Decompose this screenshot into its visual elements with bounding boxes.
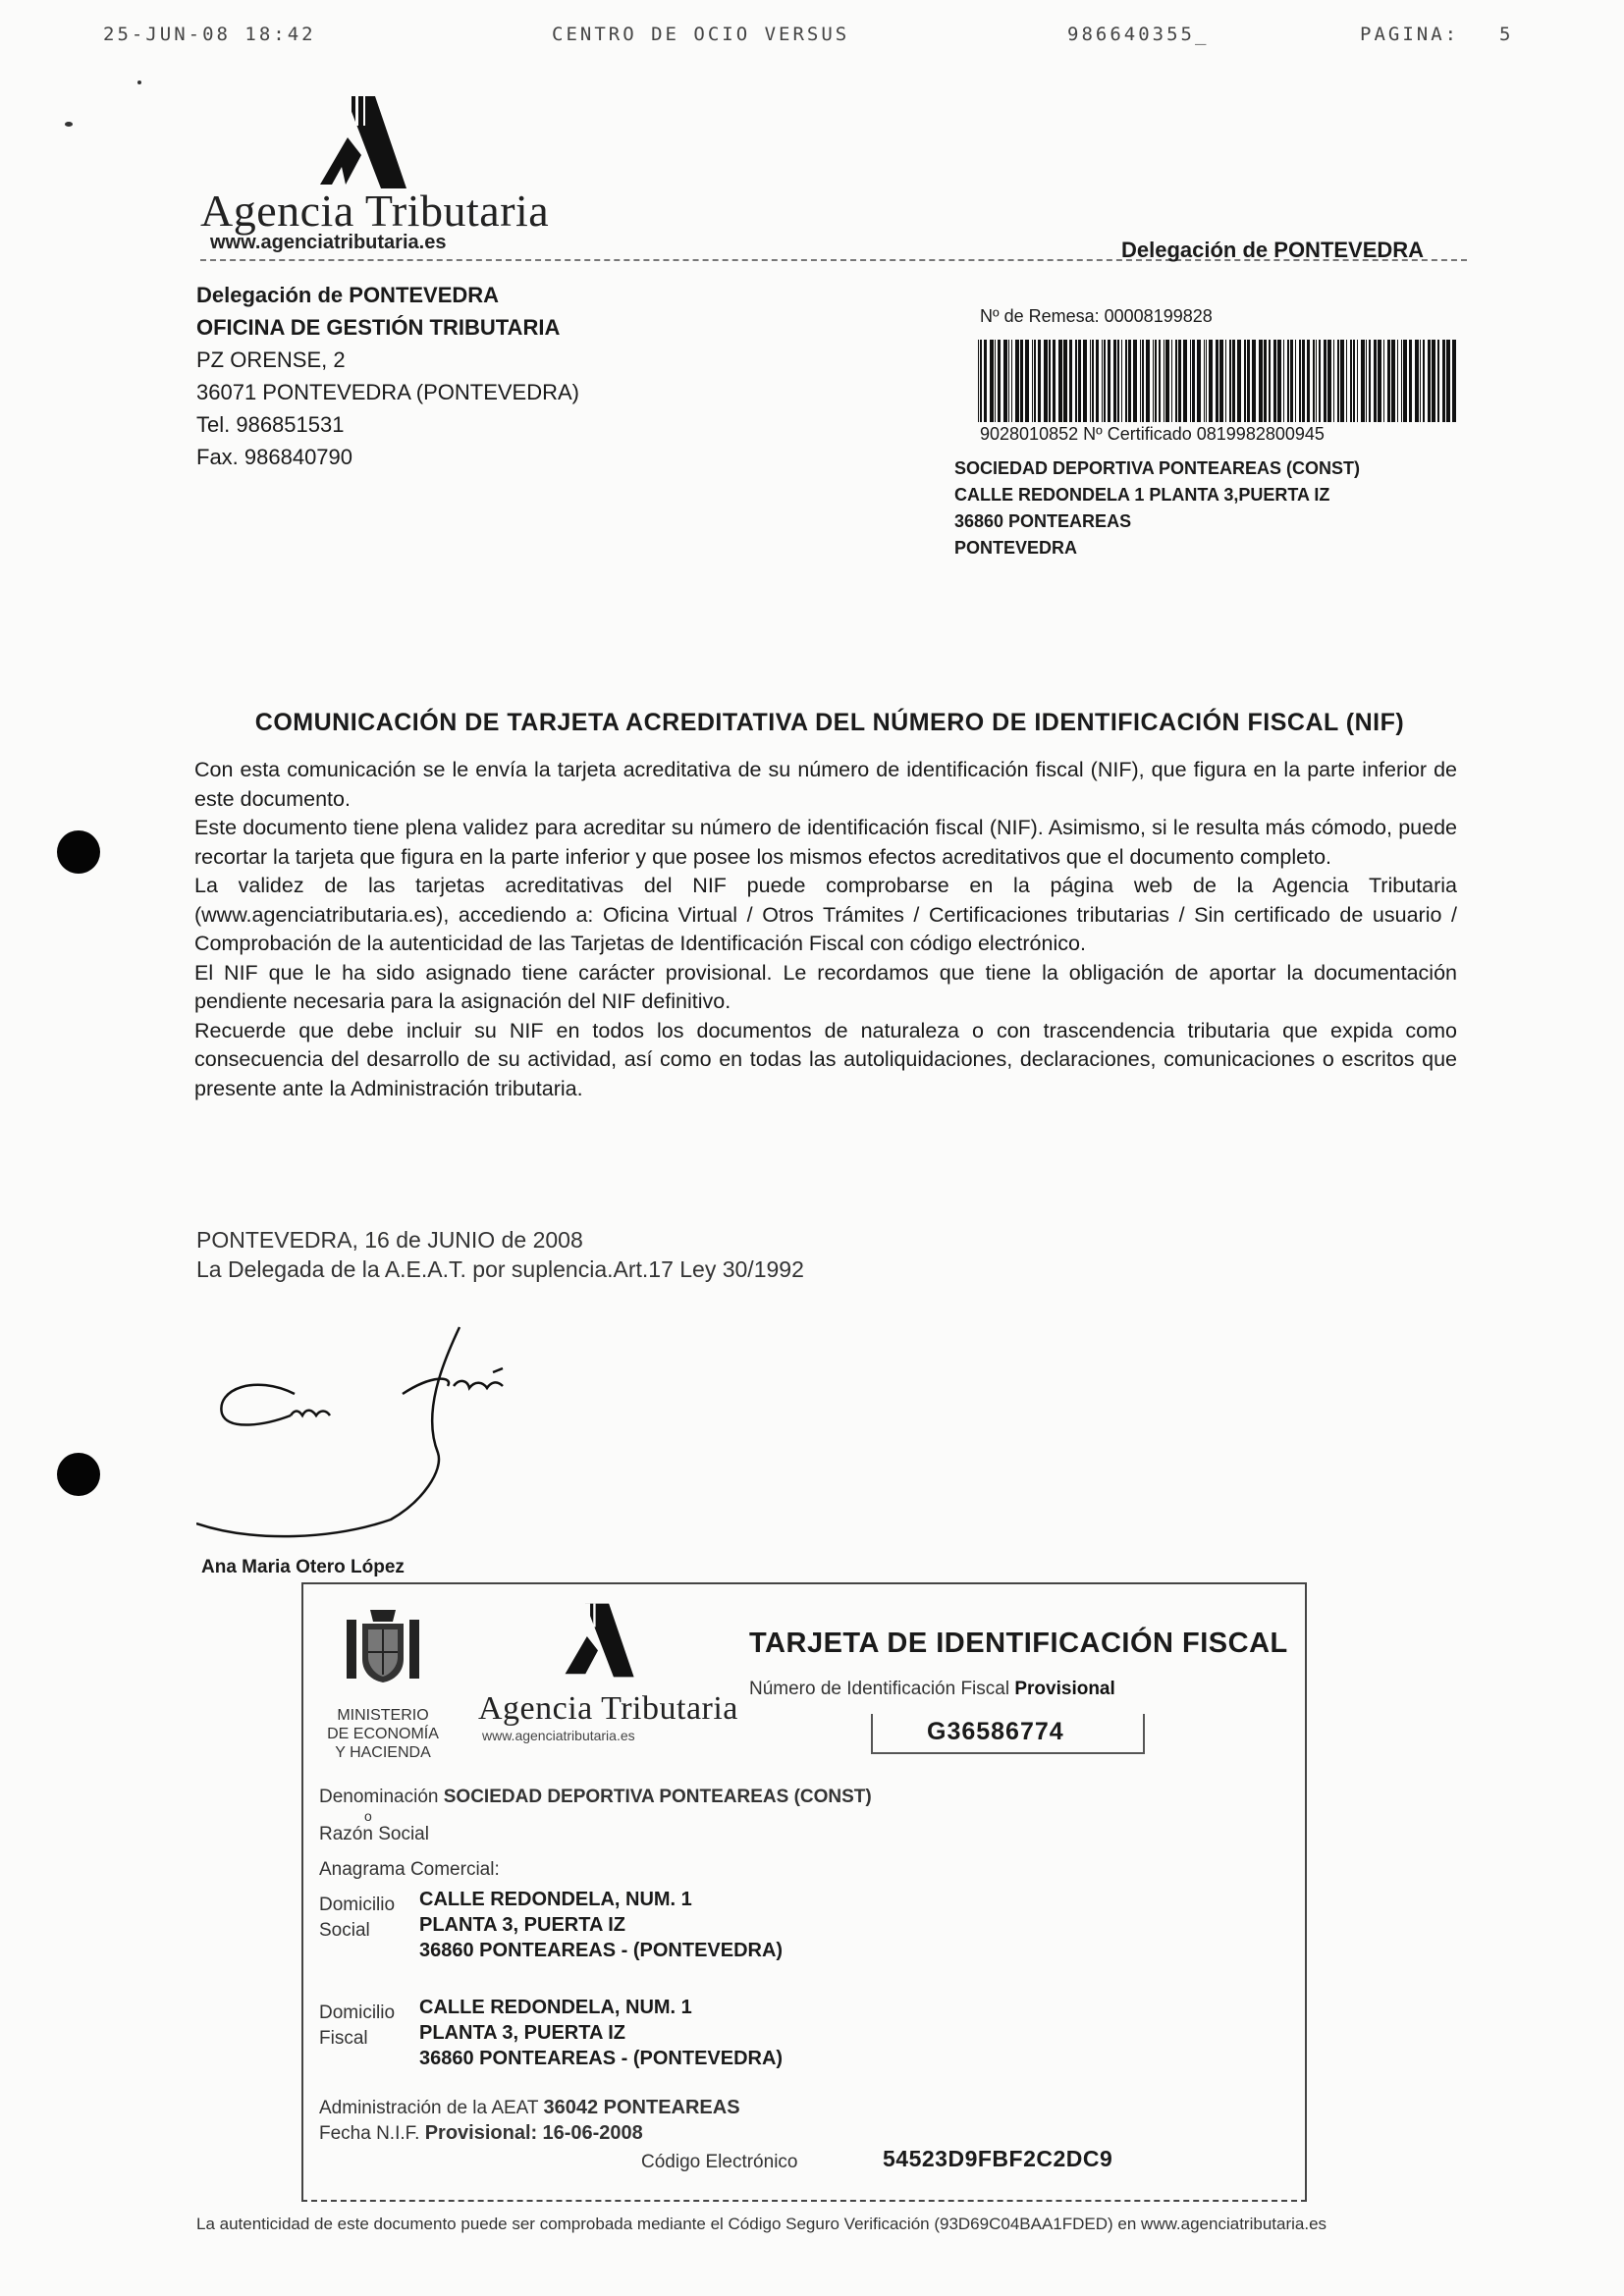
fecha-label: Fecha N.I.F. [319, 2123, 420, 2144]
barcode-bar [984, 340, 987, 422]
barcode-bar [1428, 340, 1431, 422]
barcode-bar [1142, 340, 1144, 422]
barcode-bar [1357, 340, 1358, 422]
barcode-bar [1078, 340, 1081, 422]
sender-line: PZ ORENSE, 2 [196, 347, 346, 372]
barcode-bar [1096, 340, 1099, 422]
domicilio-social-line: 36860 PONTEAREAS - (PONTEVEDRA) [419, 1940, 784, 1961]
barcode-bar [1369, 340, 1371, 422]
document-body [194, 756, 1457, 1103]
remesa-number: 00008199828 [1104, 306, 1213, 326]
domicilio-fiscal-line: PLANTA 3, PUERTA IZ [419, 2022, 625, 2044]
certificado-number: 0819982800945 [1196, 424, 1325, 444]
fax-datetime: 25-JUN-08 18:42 [103, 24, 316, 45]
barcode-bar [1159, 340, 1161, 422]
barcode-bar [1121, 340, 1122, 422]
barcode-bar [1219, 340, 1223, 422]
barcode-bar [1383, 340, 1384, 422]
barcode-bar [1264, 340, 1267, 422]
codigo-label: Código Electrónico [641, 2152, 798, 2172]
agency-name: Agencia Tributaria [200, 186, 550, 236]
sender-address [196, 279, 579, 473]
barcode-bar [1015, 340, 1019, 422]
barcode-bar [1216, 340, 1218, 422]
barcode-bar [1025, 340, 1029, 422]
barcode-bar [1319, 340, 1321, 422]
barcode-bar [1075, 340, 1077, 422]
barcode-bar [978, 340, 979, 422]
nif-card [301, 1582, 1307, 2202]
ministry-line: Y HACIENDA [335, 1744, 431, 1761]
place-date: PONTEVEDRA, 16 de JUNIO de 2008 [196, 1227, 583, 1253]
barcode-bar [1397, 340, 1398, 422]
sender-line: Delegación de PONTEVEDRA [196, 283, 500, 307]
delegation-label: Delegación de PONTEVEDRA [1121, 238, 1425, 262]
barcode-bar [1313, 340, 1315, 422]
nif-value: G36586774 [927, 1718, 1064, 1745]
barcode-bar [1432, 340, 1435, 422]
denominacion-row [319, 1787, 872, 1808]
barcode-bar [1378, 340, 1381, 422]
barcode-bar [1069, 340, 1072, 422]
barcode-bar [1333, 340, 1334, 422]
fecha-row [319, 2122, 643, 2145]
barcode-bar [1307, 340, 1310, 422]
recipient-line: CALLE REDONDELA 1 PLANTA 3,PUERTA IZ [954, 485, 1330, 505]
barcode-bar [1034, 340, 1036, 422]
barcode-number: 9028010852 [980, 424, 1079, 444]
barcode-bar [1420, 340, 1421, 422]
recipient-line: 36860 PONTEAREAS [954, 511, 1132, 531]
barcode-bar [1244, 340, 1246, 422]
ministry-line: MINISTERIO [337, 1707, 429, 1724]
barcode-bar [1269, 340, 1271, 422]
barcode-bar [1361, 340, 1365, 422]
barcode-bar [1437, 340, 1439, 422]
fecha-provisional: Provisional: [424, 2122, 538, 2144]
nif-label-row [749, 1679, 1115, 1700]
domicilio-fiscal-value [419, 1995, 783, 2071]
barcode-bar [1287, 340, 1289, 422]
barcode-bar [1190, 340, 1191, 422]
barcode-bar [1165, 340, 1169, 422]
barcode-bar [1090, 340, 1091, 422]
domicilio-social-label [319, 1893, 395, 1944]
fax-header [103, 24, 1526, 53]
scan-speck [137, 80, 141, 84]
domicilio-social-label-line: Domicilio [319, 1895, 396, 1915]
signature [196, 1315, 569, 1546]
barcode-bar [1401, 340, 1402, 422]
document-title: COMUNICACIÓN DE TARJETA ACREDITATIVA DEL NÚMERO DE IDENTIFICACIÓN FISCAL (NIF) [254, 709, 1405, 736]
domicilio-fiscal-line: 36860 PONTEAREAS - (PONTEVEDRA) [419, 2048, 784, 2069]
barcode-bar [1133, 340, 1137, 422]
sender-line: Tel. 986851531 [196, 412, 345, 437]
domicilio-social-label-line: Social [319, 1920, 370, 1941]
barcode-bar [1032, 340, 1033, 422]
fax-sender: CENTRO DE OCIO VERSUS [552, 24, 850, 45]
barcode-bar [1192, 340, 1195, 422]
barcode-bar [1340, 340, 1344, 422]
remesa-label: Nº de Remesa: [980, 306, 1100, 326]
barcode-bar [1366, 340, 1367, 422]
barcode-bar [1299, 340, 1301, 422]
barcode-bar [995, 340, 996, 422]
fax-page-number: 5 [1499, 24, 1514, 45]
fax-phone: 986640355_ [1067, 24, 1210, 45]
barcode-bar [1247, 340, 1250, 422]
body-paragraph: La validez de las tarjetas acreditativas del NIF puede comprobarse en la página web de la Agencia Tributaria (www.agenciatributaria.es), accediendo a: Oficina Virtual / Otros Trámites / Certificaciones tributarias / Sin certificado de usuario / Comprobación de la autenticidad de las Tarjetas de Identificación Fiscal con código electrónico. [194, 874, 1457, 955]
card-title: TARJETA DE IDENTIFICACIÓN FISCAL [749, 1628, 1288, 1659]
barcode-bar [1175, 340, 1177, 422]
barcode-bar [1295, 340, 1296, 422]
barcode-bar [1324, 340, 1326, 422]
place-date-block [196, 1225, 804, 1284]
coat-of-arms-icon [339, 1606, 427, 1689]
fecha-value: 16-06-2008 [542, 2122, 643, 2144]
domicilio-fiscal-line: CALLE REDONDELA, NUM. 1 [419, 1997, 692, 2018]
card-agency-logo-icon [559, 1602, 637, 1683]
domicilio-social-line: CALLE REDONDELA, NUM. 1 [419, 1889, 692, 1910]
barcode-bar [1011, 340, 1012, 422]
barcode-bar [1277, 340, 1281, 422]
barcode-bar [1423, 340, 1425, 422]
barcode-bar [1153, 340, 1154, 422]
signatory-role: La Delegada de la A.E.A.T. por suplencia.Art.17 Ley 30/1992 [196, 1256, 804, 1282]
agency-logo-icon [312, 94, 410, 190]
nif-label: Número de Identificación Fiscal [749, 1679, 1010, 1699]
barcode-bar [1108, 340, 1110, 422]
barcode-bar [1104, 340, 1106, 422]
body-paragraph: Este documento tiene plena validez para acreditar su número de identificación fiscal (NIF). Asimismo, si le resulta más cómodo, puede recortar la tarjeta que figura en la parte inferior y que posee los mismos efectos acreditativos que el documento completo. [194, 816, 1457, 869]
barcode-bar [1409, 340, 1412, 422]
barcode-bar [1374, 340, 1377, 422]
barcode-bar [1063, 340, 1067, 422]
barcode-bars [978, 340, 1459, 422]
barcode-bar [1283, 340, 1284, 422]
anagrama-label: Anagrama Comercial: [319, 1859, 500, 1880]
recipient-line: SOCIEDAD DEPORTIVA PONTEAREAS (CONST) [954, 458, 1361, 478]
barcode-bar [1020, 340, 1023, 422]
sender-line: OFICINA DE GESTIÓN TRIBUTARIA [196, 315, 561, 340]
barcode-bar [1204, 340, 1205, 422]
barcode-bar [1197, 340, 1201, 422]
barcode-bar [1155, 340, 1157, 422]
fax-page-label: PAGINA: [1360, 24, 1460, 45]
barcode-bar [1273, 340, 1276, 422]
punch-hole-bottom [57, 1453, 100, 1496]
agency-website: www.agenciatributaria.es [210, 232, 447, 253]
ministry-label [321, 1706, 445, 1762]
body-paragraph: Recuerde que debe incluir su NIF en todos los documentos de naturaleza o con trascendencia tributaria que expida como consecuencia del desarrollo de su actividad, así como en todas las autoliquidaciones, declaraciones, comunicaciones o escritos que presente ante la Administración tributaria. [194, 1018, 1457, 1100]
barcode-bar [1415, 340, 1419, 422]
signatory-name: Ana Maria Otero López [201, 1557, 405, 1577]
barcode-bar [1008, 340, 1009, 422]
barcode-bar [980, 340, 982, 422]
barcode-bar [1044, 340, 1048, 422]
barcode-bar [1327, 340, 1331, 422]
barcode-bar [1146, 340, 1150, 422]
punch-hole-top [57, 830, 100, 874]
barcode-bar [1403, 340, 1407, 422]
barcode-bar [1183, 340, 1187, 422]
barcode-bar [1442, 340, 1445, 422]
barcode-bar [1117, 340, 1119, 422]
barcode-bar [1225, 340, 1226, 422]
barcode-bar [1049, 340, 1051, 422]
scan-speck [65, 122, 73, 127]
barcode-bar [1053, 340, 1056, 422]
barcode-bar [1252, 340, 1256, 422]
admin-value: 36042 PONTEAREAS [543, 2097, 740, 2118]
barcode-bar [1446, 340, 1450, 422]
denominacion-label: Denominación [319, 1787, 439, 1807]
nif-type: Provisional [1014, 1679, 1115, 1699]
barcode-bar [1346, 340, 1347, 422]
barcode-bar [1140, 340, 1141, 422]
recipient-address [954, 455, 1360, 561]
sender-line: 36071 PONTEVEDRA (PONTEVEDRA) [196, 380, 580, 404]
barcode-bar [1290, 340, 1293, 422]
domicilio-social-line: PLANTA 3, PUERTA IZ [419, 1914, 625, 1936]
remesa-row [980, 306, 1213, 327]
nif-value-box [871, 1714, 1145, 1754]
body-paragraph: El NIF que le ha sido asignado tiene carácter provisional. Le recordamos que tiene la obligación de aportar la documentación pendiente necesaria para la asignación del NIF definitivo. [194, 960, 1457, 1013]
barcode-bar [1353, 340, 1355, 422]
barcode-bar [1237, 340, 1241, 422]
admin-row [319, 2097, 740, 2119]
barcode-bar [1387, 340, 1390, 422]
barcode-bar [1452, 340, 1456, 422]
denominacion-value: SOCIEDAD DEPORTIVA PONTEAREAS (CONST) [443, 1787, 872, 1807]
certificado-row [980, 424, 1325, 445]
barcode-bar [1113, 340, 1116, 422]
domicilio-fiscal-label-line: Fiscal [319, 2028, 368, 2049]
barcode-bar [998, 340, 1001, 422]
barcode-bar [1092, 340, 1094, 422]
barcode-bar [1178, 340, 1181, 422]
barcode-bar [990, 340, 994, 422]
body-paragraph: Con esta comunicación se le envía la tarjeta acreditativa de su número de identificación fiscal (NIF), que figura en la parte inferior de este documento. [194, 758, 1457, 811]
barcode-bar [1337, 340, 1339, 422]
admin-label: Administración de la AEAT [319, 2098, 539, 2118]
barcode-bar [1209, 340, 1213, 422]
barcode-bar [1391, 340, 1395, 422]
codigo-value: 54523D9FBF2C2DC9 [883, 2146, 1113, 2171]
barcode-bar [1229, 340, 1231, 422]
domicilio-fiscal-label [319, 2001, 395, 2052]
barcode-bar [1350, 340, 1352, 422]
domicilio-fiscal-label-line: Domicilio [319, 2002, 396, 2023]
barcode-bar [1058, 340, 1062, 422]
denominacion-or: o [364, 1808, 372, 1824]
barcode-bar [1003, 340, 1007, 422]
barcode-bar [1259, 340, 1263, 422]
barcode-bar [1316, 340, 1317, 422]
barcode-bar [1302, 340, 1305, 422]
footer-verification: La autenticidad de este documento puede ser comprobada mediante el Código Seguro Verificación (93D69C04BAA1FDED) en www.agenciatributaria.es [196, 2215, 1327, 2233]
barcode-bar [1206, 340, 1207, 422]
barcode-bar [1128, 340, 1131, 422]
barcode-bar [1102, 340, 1103, 422]
recipient-line: PONTEVEDRA [954, 538, 1078, 558]
barcode-bar [1171, 340, 1172, 422]
barcode-bar [1083, 340, 1087, 422]
barcode-bar [1232, 340, 1235, 422]
sender-line: Fax. 986840790 [196, 445, 353, 469]
card-agency-name: Agencia Tributaria [478, 1690, 738, 1727]
ministry-line: DE ECONOMÍA [327, 1726, 439, 1742]
barcode-bar [1038, 340, 1041, 422]
domicilio-social-value [419, 1887, 783, 1963]
razon-social-label: Razón Social [319, 1824, 429, 1844]
barcode-bar [1125, 340, 1127, 422]
barcode [978, 340, 1459, 422]
certificado-label: Nº Certificado [1083, 424, 1192, 444]
card-agency-website: www.agenciatributaria.es [482, 1728, 635, 1743]
